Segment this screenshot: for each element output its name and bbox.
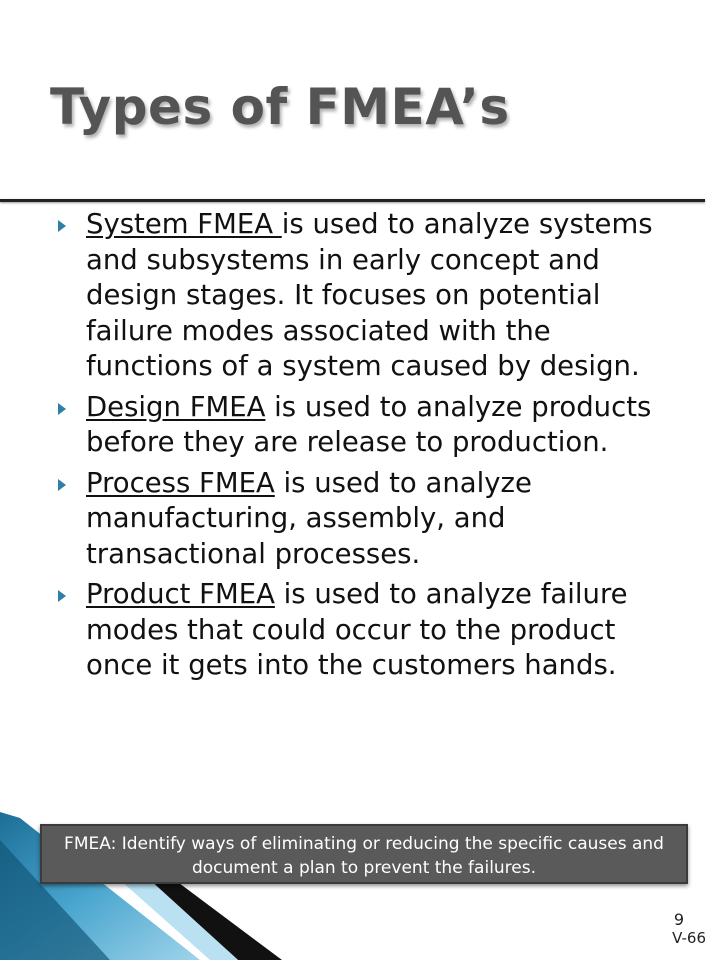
slide-title: Types of FMEA’s <box>50 78 510 136</box>
bullet-product-fmea <box>58 577 658 684</box>
triangle-bullet-icon <box>58 479 66 491</box>
bullet-term: System FMEA <box>86 208 282 240</box>
bullet-text: is used to analyze failure modes that could occur to the product once it gets into the customers hands. <box>86 578 628 681</box>
slide-code: V-66 <box>672 929 706 947</box>
fmea-note-box: FMEA: Identify ways of eliminating or reducing the specific causes and document a plan to prevent the failures. <box>40 824 688 884</box>
title-divider <box>0 199 705 202</box>
triangle-bullet-icon <box>58 403 66 415</box>
bullet-term: Design FMEA <box>86 390 266 423</box>
bullet-process-fmea <box>58 466 658 573</box>
bullet-list <box>58 207 658 689</box>
bullet-design-fmea <box>58 390 658 461</box>
triangle-bullet-icon <box>58 590 66 602</box>
page-number: 9 <box>673 910 684 929</box>
bullet-term: Process FMEA <box>86 466 275 499</box>
triangle-bullet-icon <box>58 220 66 232</box>
bullet-text: is used to analyze manufacturing, assembly, and transactional processes. <box>86 466 532 570</box>
bullet-text: is used to analyze products before they are release to production. <box>86 390 652 458</box>
bullet-term: Product FMEA <box>86 578 275 610</box>
bullet-text: is used to analyze systems and subsystems in early concept and design stages. It focuses on potential failure modes associated with the functions of a system caused by design. <box>86 208 653 382</box>
bullet-system-fmea <box>58 207 658 385</box>
